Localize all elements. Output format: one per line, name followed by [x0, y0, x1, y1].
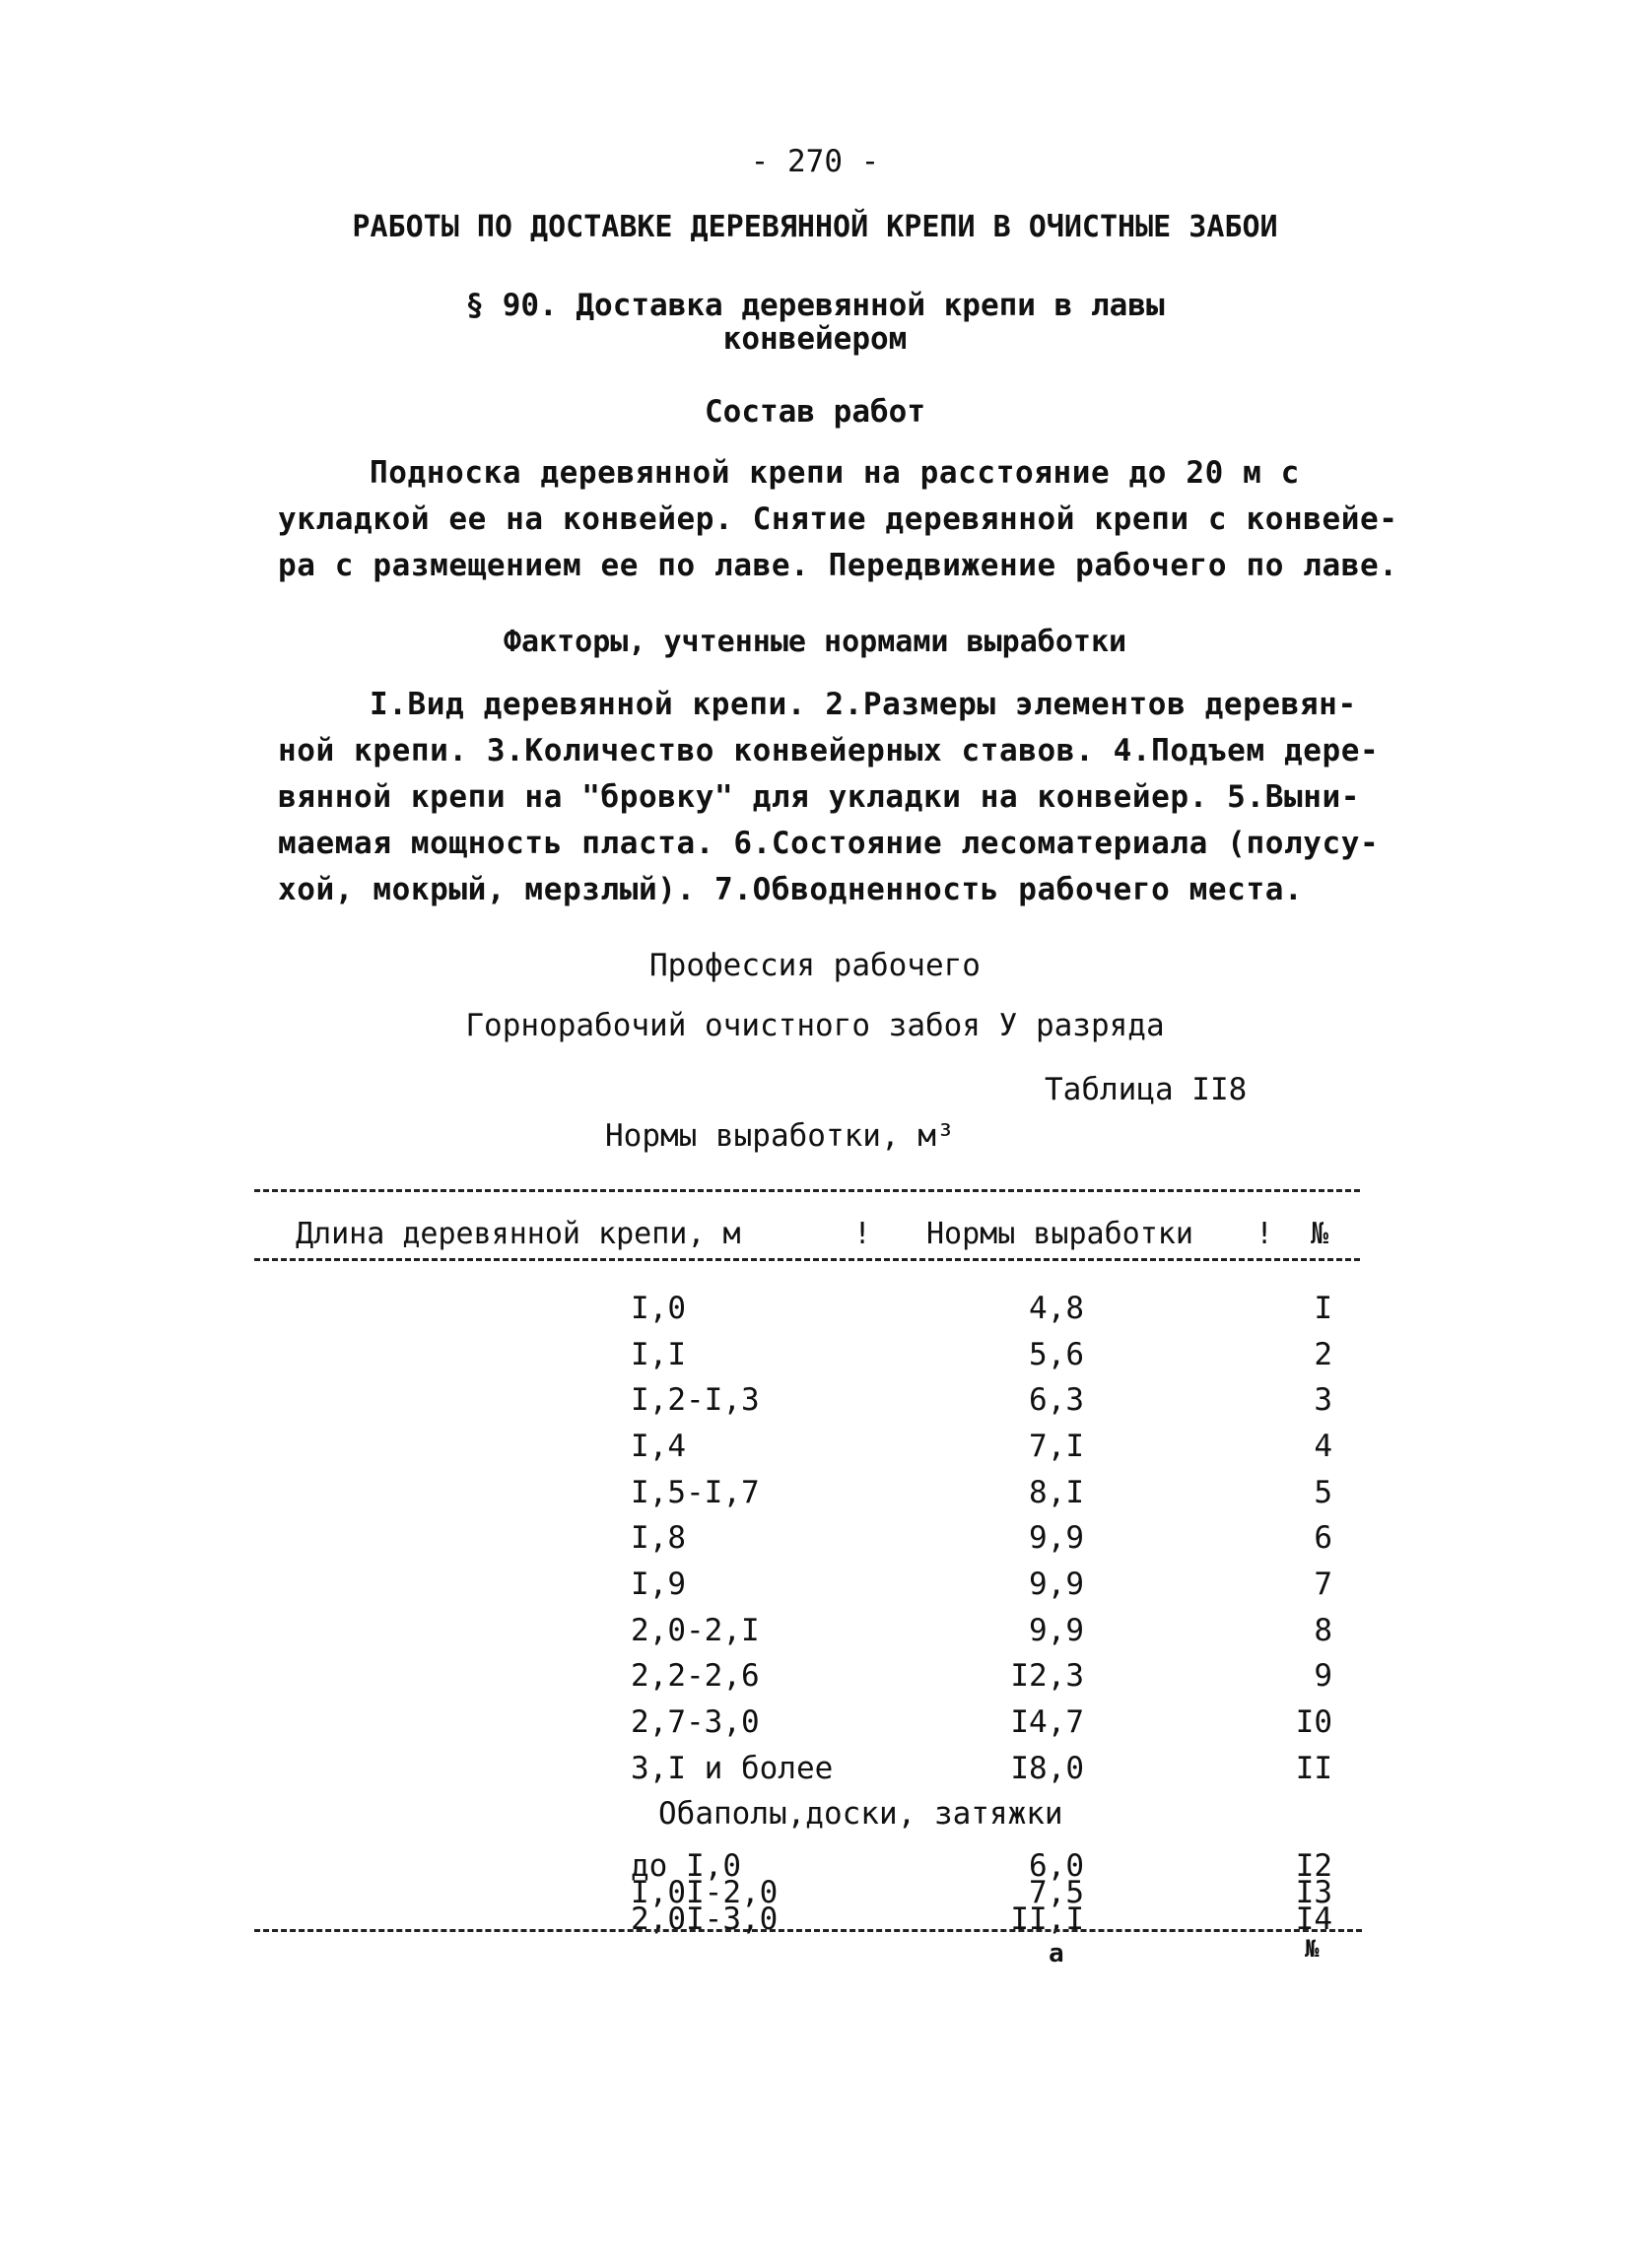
row-norm: 4,8: [1029, 1291, 1084, 1326]
row-length: I,4: [631, 1429, 686, 1464]
table-header-rule: [254, 1258, 1360, 1261]
row-norm: 7,I: [1029, 1429, 1084, 1464]
row-number: I0: [1295, 1704, 1332, 1740]
table-top-rule: [254, 1189, 1360, 1192]
row-number: I: [1314, 1291, 1332, 1326]
composition-line-2: укладкой ее на конвейер. Снятие деревянной крепи с конвейе-: [278, 501, 1398, 537]
row-length: I,8: [631, 1520, 686, 1556]
row-number: II: [1295, 1751, 1332, 1786]
profession-heading: Профессия рабочего: [649, 948, 981, 983]
header-norms: Нормы выработки: [926, 1217, 1193, 1251]
factors-line-2: ной крепи. 3.Количество конвейерных ставов. 4.Подъем дере-: [278, 733, 1380, 768]
subrow-length: до I,0: [631, 1848, 741, 1884]
paragraph-title-line2: конвейером: [722, 321, 908, 357]
row-number: 3: [1314, 1382, 1332, 1418]
factors-line-4: маемая мощность пласта. 6.Состояние лесоматериала (полусу-: [278, 826, 1380, 861]
factors-line-3: вянной крепи на "бровку" для укладки на конвейер. 5.Выни-: [278, 779, 1361, 815]
composition-line-1: Подноска деревянной крепи на расстояние до 20 м с: [370, 455, 1300, 491]
row-length: I,5-I,7: [631, 1475, 760, 1510]
row-norm: 9,9: [1029, 1520, 1084, 1556]
row-length: I,I: [631, 1337, 686, 1372]
row-number: 5: [1314, 1475, 1332, 1510]
row-norm: I8,0: [1010, 1751, 1084, 1786]
norms-heading: Нормы выработки, м³: [605, 1118, 955, 1154]
table-bottom-rule: [254, 1929, 1362, 1932]
section-title: РАБОТЫ ПО ДОСТАВКЕ ДЕРЕВЯННОЙ КРЕПИ В ОЧИСТНЫЕ ЗАБОИ: [352, 210, 1278, 244]
row-number: 4: [1314, 1429, 1332, 1464]
subrow-norm: 7,5: [1029, 1875, 1084, 1910]
subrow-norm: II,I: [1010, 1901, 1084, 1937]
row-norm: I4,7: [1010, 1704, 1084, 1740]
row-number: 6: [1314, 1520, 1332, 1556]
subrow-number: I3: [1295, 1875, 1332, 1910]
header-length: Длина деревянной крепи, м: [296, 1217, 741, 1251]
row-length: I,0: [631, 1291, 686, 1326]
subrow-number: I2: [1295, 1848, 1332, 1884]
row-length: 2,0-2,I: [631, 1613, 760, 1648]
header-separator-2: !: [1256, 1217, 1274, 1251]
row-number: 2: [1314, 1337, 1332, 1372]
factors-line-1: I.Вид деревянной крепи. 2.Размеры элементов деревян-: [370, 687, 1357, 722]
table-subheading: Обаполы,доски, затяжки: [658, 1796, 1063, 1832]
row-norm: 8,I: [1029, 1475, 1084, 1510]
page-number: - 270 -: [750, 144, 880, 179]
row-norm: 6,3: [1029, 1382, 1084, 1418]
row-number: 9: [1314, 1658, 1332, 1694]
row-length: 3,I и более: [631, 1751, 834, 1786]
factors-heading: Факторы, учтенные нормами выработки: [503, 625, 1127, 659]
row-number: 8: [1314, 1613, 1332, 1648]
row-length: I,2-I,3: [631, 1382, 760, 1418]
row-norm: 9,9: [1029, 1613, 1084, 1648]
row-length: 2,2-2,6: [631, 1658, 760, 1694]
subrow-length: 2,0I-3,0: [631, 1901, 779, 1937]
factors-line-5: хой, мокрый, мерзлый). 7.Обводненность рабочего места.: [278, 872, 1304, 907]
header-number: №: [1311, 1217, 1329, 1251]
profession-text: Горнорабочий очистного забоя У разряда: [465, 1008, 1165, 1043]
subrow-length: I,0I-2,0: [631, 1875, 779, 1910]
footnote-mark-number: №: [1305, 1935, 1320, 1963]
table-label: Таблица II8: [1045, 1072, 1248, 1107]
composition-heading: Состав работ: [705, 394, 925, 430]
header-separator-1: !: [853, 1217, 872, 1251]
composition-line-3: ра с размещением ее по лаве. Передвижение рабочего по лаве.: [278, 548, 1398, 583]
footnote-mark-a: а: [1049, 1939, 1064, 1968]
subrow-norm: 6,0: [1029, 1848, 1084, 1884]
row-length: I,9: [631, 1567, 686, 1602]
paragraph-title-line1: § 90. Доставка деревянной крепи в лавы: [465, 288, 1165, 323]
row-norm: I2,3: [1010, 1658, 1084, 1694]
row-norm: 5,6: [1029, 1337, 1084, 1372]
row-length: 2,7-3,0: [631, 1704, 760, 1740]
row-norm: 9,9: [1029, 1567, 1084, 1602]
row-number: 7: [1314, 1567, 1332, 1602]
subrow-number: I4: [1295, 1901, 1332, 1937]
